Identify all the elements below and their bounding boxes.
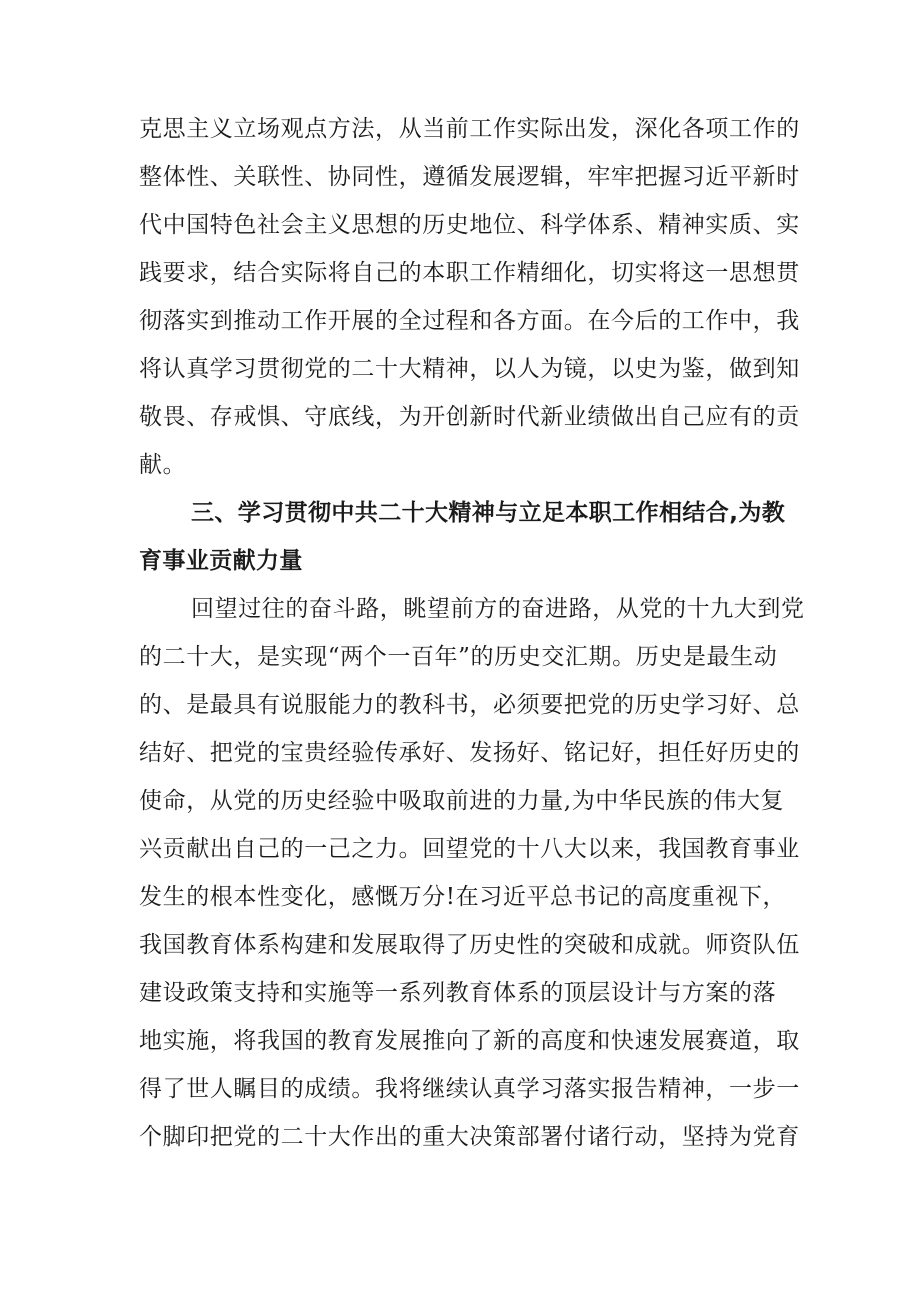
paragraph-line: 践要求，结合实际将自己的本职工作精细化，切实将这一思想贯 (139, 260, 800, 286)
heading-line: 育事业贡献力量 (139, 548, 303, 574)
paragraph-line: 得了世人瞩目的成绩。我将继续认真学习落实报告精神，一步一 (139, 1076, 800, 1102)
paragraph-line: 整体性、关联性、协同性，遵循发展逻辑，牢牢把握习近平新时 (139, 164, 800, 190)
paragraph-line: 的、是最具有说服能力的教科书，必须要把党的历史学习好、总 (139, 692, 800, 718)
document-body (139, 105, 805, 1161)
paragraph-line: 克思主义立场观点方法，从当前工作实际出发，深化各项工作的 (139, 116, 800, 142)
paragraph-line: 彻落实到推动工作开展的全过程和各方面。在今后的工作中，我 (139, 308, 800, 334)
paragraph-line: 建设政策支持和实施等一系列教育体系的顶层设计与方案的落 (139, 980, 777, 1006)
paragraph-line: 的二十大，是实现“两个一百年”的历史交汇期。历史是最生动 (139, 644, 778, 670)
section-heading (139, 489, 784, 585)
paragraph-line: 回望过往的奋斗路，眺望前方的奋进路，从党的十九大到党 (191, 596, 805, 622)
paragraph-line: 使命，从党的历史经验中吸取前进的力量,为中华民族的伟大复 (139, 788, 785, 814)
heading-line: 三、学习贯彻中共二十大精神与立足本职工作相结合,为教 (191, 500, 786, 526)
paragraph-2 (139, 585, 805, 1161)
paragraph-line: 兴贡献出自己的一己之力。回望党的十八大以来，我国教育事业 (139, 836, 800, 862)
paragraph-line: 地实施，将我国的教育发展推向了新的高度和快速发展赛道，取 (139, 1028, 800, 1054)
paragraph-line: 个脚印把党的二十大作出的重大决策部署付诸行动，坚持为党育 (139, 1124, 800, 1150)
paragraph-line: 我国教育体系构建和发展取得了历史性的突破和成就。师资队伍 (139, 932, 800, 958)
paragraph-line: 敬畏、存戒惧、守底线，为开创新时代新业绩做出自己应有的贡 (139, 404, 800, 430)
paragraph-line: 结好、把党的宝贵经验传承好、发扬好、铭记好，担任好历史的 (139, 740, 800, 766)
paragraph-1 (139, 105, 800, 489)
paragraph-line: 将认真学习贯彻党的二十大精神，以人为镜，以史为鉴，做到知 (139, 356, 800, 382)
paragraph-line: 献。 (139, 452, 187, 478)
paragraph-line: 发生的根本性变化，感慨万分!在习近平总书记的高度重视下， (139, 884, 787, 910)
paragraph-line: 代中国特色社会主义思想的历史地位、科学体系、精神实质、实 (139, 212, 800, 238)
